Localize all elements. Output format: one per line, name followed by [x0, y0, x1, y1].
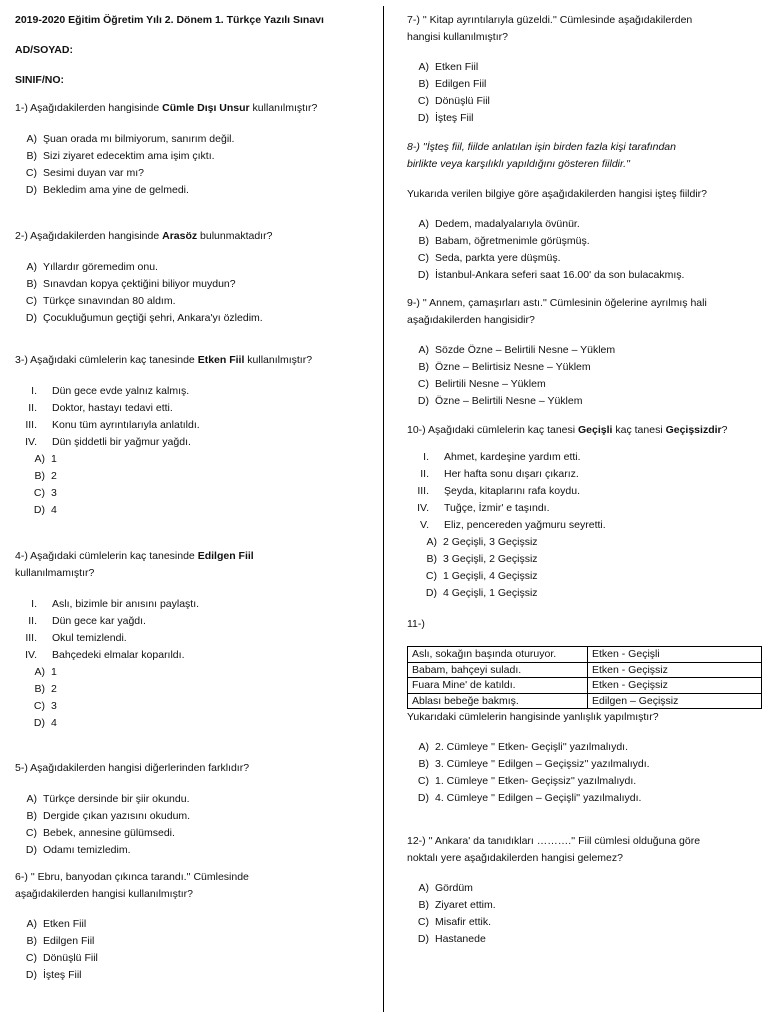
question-text: 12-) '' Ankara' da tanıdıkları ……….'' Fiil cümlesi olduğuna göre — [407, 835, 701, 847]
question-text: 6-) '' Ebru, banyodan çıkınca tarandı.'' Cümlesinde — [15, 871, 249, 883]
option-d[interactable]: D) Odamı temizledim. — [25, 844, 131, 856]
question-text: 3-) Aşağıdaki cümlelerin kaç tanesinde Etken Fiil kullanılmıştır? — [15, 354, 313, 366]
table-cell: Etken - Geçişli — [588, 647, 762, 663]
option-a[interactable]: A) Sözde Özne – Belirtili Nesne – Yüklem — [418, 344, 616, 356]
option-b[interactable]: B) Babam, öğretmenimle görüşmüş. — [418, 235, 590, 247]
option-a[interactable]: A) 1 — [34, 453, 57, 465]
option-b[interactable]: B) Edilgen Fiil — [418, 78, 487, 90]
option-d[interactable]: D) Çocukluğumun geçtiği şehri, Ankara'yı özledim. — [25, 312, 263, 324]
table-row — [408, 647, 762, 663]
question-8 — [407, 139, 762, 284]
question-text: 9-) '' Annem, çamaşırları astı.'' Cümlesinin öğelerine ayrılmış hali — [407, 297, 707, 309]
option-d[interactable]: D) İşteş Fiil — [417, 112, 474, 124]
option-d[interactable]: D) 4 — [33, 717, 57, 729]
option-c[interactable]: C) Sesimi duyan var mı? — [25, 167, 144, 179]
table-row — [408, 662, 762, 678]
option-a[interactable]: A) Türkçe dersinde bir şiir okundu. — [26, 793, 190, 805]
option-c[interactable]: C) 1. Cümleye '' Etken- Geçişsiz'' yazılmalıydı. — [417, 775, 637, 787]
column-divider — [383, 6, 384, 1012]
option-list — [15, 131, 377, 199]
table-row — [408, 678, 762, 694]
question-10 — [407, 422, 762, 602]
option-a[interactable]: A) 2. Cümleye '' Etken- Geçişli'' yazılmalıydı. — [418, 741, 628, 753]
question-text: 2-) Aşağıdakilerden hangisinde Arasöz bulunmaktadır? — [15, 230, 273, 242]
option-a[interactable]: A) Etken Fiil — [26, 918, 87, 930]
option-b[interactable]: B) 3 Geçişli, 2 Geçişsiz — [426, 553, 538, 565]
option-d[interactable]: D) Özne – Belirtili Nesne – Yüklem — [417, 395, 583, 407]
table-cell: Fuara Mine' de katıldı. — [408, 678, 588, 694]
table-cell: Babam, bahçeyi suladı. — [408, 662, 588, 678]
option-d[interactable]: D) 4 Geçişli, 1 Geçişsiz — [425, 587, 538, 599]
question-text: 10-) Aşağıdaki cümlelerin kaç tanesi Geçişli kaç tanesi Geçişsizdir? — [407, 424, 728, 436]
info-text-line2: birlikte veya karşılıklı yapıldığını gösteren fiildir.'' — [407, 158, 631, 170]
option-c[interactable]: C) Seda, parkta yere düşmüş. — [417, 252, 561, 264]
option-d[interactable]: D) İşteş Fiil — [25, 969, 82, 981]
question-7 — [407, 12, 762, 127]
table-cell: Etken - Geçişsiz — [588, 662, 762, 678]
option-d[interactable]: D) 4. Cümleye '' Edilgen – Geçişli'' yazılmalıydı. — [417, 792, 642, 804]
option-c[interactable]: C) Belirtili Nesne – Yüklem — [417, 378, 546, 390]
class-label: SINIF/NO: — [15, 74, 64, 86]
question-text-line2: kullanılmamıştır? — [15, 567, 95, 579]
statement-item: IV. Dün şiddetli bir yağmur yağdı. — [25, 436, 191, 448]
option-b[interactable]: B) Ziyaret ettim. — [418, 899, 496, 911]
table-cell: Aslı, sokağın başında oturuyor. — [408, 647, 588, 663]
option-b[interactable]: B) Edilgen Fiil — [26, 935, 95, 947]
question-text: 1-) Aşağıdakilerden hangisinde Cümle Dışı Unsur kullanılmıştır? — [15, 102, 318, 114]
statement-list — [15, 596, 377, 664]
option-b[interactable]: B) Sınavdan kopya çektiğini biliyor muydun? — [26, 278, 236, 290]
statement-item: I. Aslı, bizimle bir anısını paylaştı. — [31, 598, 200, 610]
option-c[interactable]: C) 3 — [33, 487, 57, 499]
table-row — [408, 693, 762, 709]
statement-item: V. Eliz, pencereden yağmuru seyretti. — [420, 519, 606, 531]
statement-list — [15, 383, 377, 451]
table-cell: Ablası bebeğe bakmış. — [408, 693, 588, 709]
question-text: 5-) Aşağıdakilerden hangisi diğerlerinden farklıdır? — [15, 762, 250, 774]
option-d[interactable]: D) 4 — [33, 504, 57, 516]
table-cell: Etken - Geçişsiz — [588, 678, 762, 694]
info-text: 8-) ''İşteş fiil, fiilde anlatılan işin birden fazla kişi tarafından — [407, 141, 676, 153]
statement-item: I. Dün gece evde yalnız kalmış. — [31, 385, 190, 397]
option-d[interactable]: D) İstanbul-Ankara seferi saat 16.00' da son bulacakmış. — [417, 269, 685, 281]
option-b[interactable]: B) 3. Cümleye '' Edilgen – Geçişsiz'' yazılmalıydı. — [418, 758, 650, 770]
option-c[interactable]: C) Misafir ettik. — [417, 916, 492, 928]
exam-header — [15, 12, 377, 29]
option-a[interactable]: A) Etken Fiil — [418, 61, 479, 73]
statement-list — [407, 449, 762, 534]
option-b[interactable]: B) Dergide çıkan yazısını okudum. — [26, 810, 191, 822]
option-c[interactable]: C) 3 — [33, 700, 57, 712]
option-c[interactable]: C) Dönüşlü Fiil — [417, 95, 490, 107]
statement-item: III. Şeyda, kitaplarını rafa koydu. — [417, 485, 580, 497]
question-4 — [15, 548, 377, 732]
option-b[interactable]: B) Özne – Belirtisiz Nesne – Yüklem — [418, 361, 591, 373]
option-b[interactable]: B) Sizi ziyaret edecektim ama işim çıktı. — [26, 150, 215, 162]
question-number: 11-) — [407, 618, 425, 630]
statement-item: II. Her hafta sonu dışarı çıkarız. — [420, 468, 579, 480]
question-5 — [15, 760, 377, 859]
question-text: Yukarıdaki cümlelerin hangisinde yanlışlık yapılmıştır? — [407, 711, 659, 723]
exam-title: 2019-2020 Eğitim Öğretim Yılı 2. Dönem 1. Türkçe Yazılı Sınavı — [15, 14, 324, 26]
question-12 — [407, 833, 762, 948]
table-cell: Edilgen – Geçişsiz — [588, 693, 762, 709]
option-a[interactable]: A) Dedem, madalyalarıyla övünür. — [418, 218, 580, 230]
statement-item: III. Okul temizlendi. — [25, 632, 127, 644]
option-a[interactable]: A) 2 Geçişli, 3 Geçişsiz — [426, 536, 538, 548]
statement-item: II. Doktor, hastayı tedavi etti. — [28, 402, 173, 414]
statement-item: II. Dün gece kar yağdı. — [28, 615, 146, 627]
option-a[interactable]: A) Gördüm — [418, 882, 473, 894]
question-1 — [15, 100, 377, 199]
question-text-line2: aşağıdakilerden hangisi kullanılmıştır? — [15, 888, 194, 900]
option-d[interactable]: D) Bekledim ama yine de gelmedi. — [25, 184, 189, 196]
question-2 — [15, 228, 377, 327]
question-text: 7-) '' Kitap ayrıntılarıyla güzeldi.'' Cümlesinde aşağıdakilerden — [407, 14, 693, 26]
option-b[interactable]: B) 2 — [34, 470, 57, 482]
question-text: Yukarıda verilen bilgiye göre aşağıdakilerden hangisi işteş fiildir? — [407, 188, 708, 200]
statement-item: IV. Tuğçe, İzmir' e taşındı. — [417, 502, 550, 514]
statement-item: III. Konu tüm ayrıntılarıyla anlatıldı. — [25, 419, 200, 431]
question-text-line2: aşağıdakilerden hangisidir? — [407, 314, 535, 326]
option-a[interactable]: A) 1 — [34, 666, 57, 678]
option-a[interactable]: A) Şuan orada mı bilmiyorum, sanırım değil. — [26, 133, 235, 145]
option-c[interactable]: C) Türkçe sınavından 80 aldım. — [25, 295, 176, 307]
question-text: 4-) Aşağıdaki cümlelerin kaç tanesinde Edilgen Fiil — [15, 550, 254, 562]
statement-item: I. Ahmet, kardeşine yardım etti. — [423, 451, 581, 463]
option-c[interactable]: C) 1 Geçişli, 4 Geçişsiz — [425, 570, 538, 582]
question-9 — [407, 295, 762, 410]
question-3 — [15, 352, 377, 519]
option-c[interactable]: C) Bebek, annesine gülümsedi. — [25, 827, 175, 839]
question-11 — [407, 616, 762, 807]
option-c[interactable]: C) Dönüşlü Fiil — [25, 952, 98, 964]
statement-item: IV. Bahçedeki elmalar koparıldı. — [25, 649, 185, 661]
name-label: AD/SOYAD: — [15, 44, 73, 56]
question-6 — [15, 869, 377, 984]
sentence-table — [407, 646, 762, 709]
option-d[interactable]: D) Hastanede — [417, 933, 486, 945]
question-text-line2: noktalı yere aşağıdakilerden hangisi gelemez? — [407, 852, 623, 864]
question-text-line2: hangisi kullanılmıştır? — [407, 31, 508, 43]
option-b[interactable]: B) 2 — [34, 683, 57, 695]
option-a[interactable]: A) Yıllardır göremedim onu. — [26, 261, 158, 273]
